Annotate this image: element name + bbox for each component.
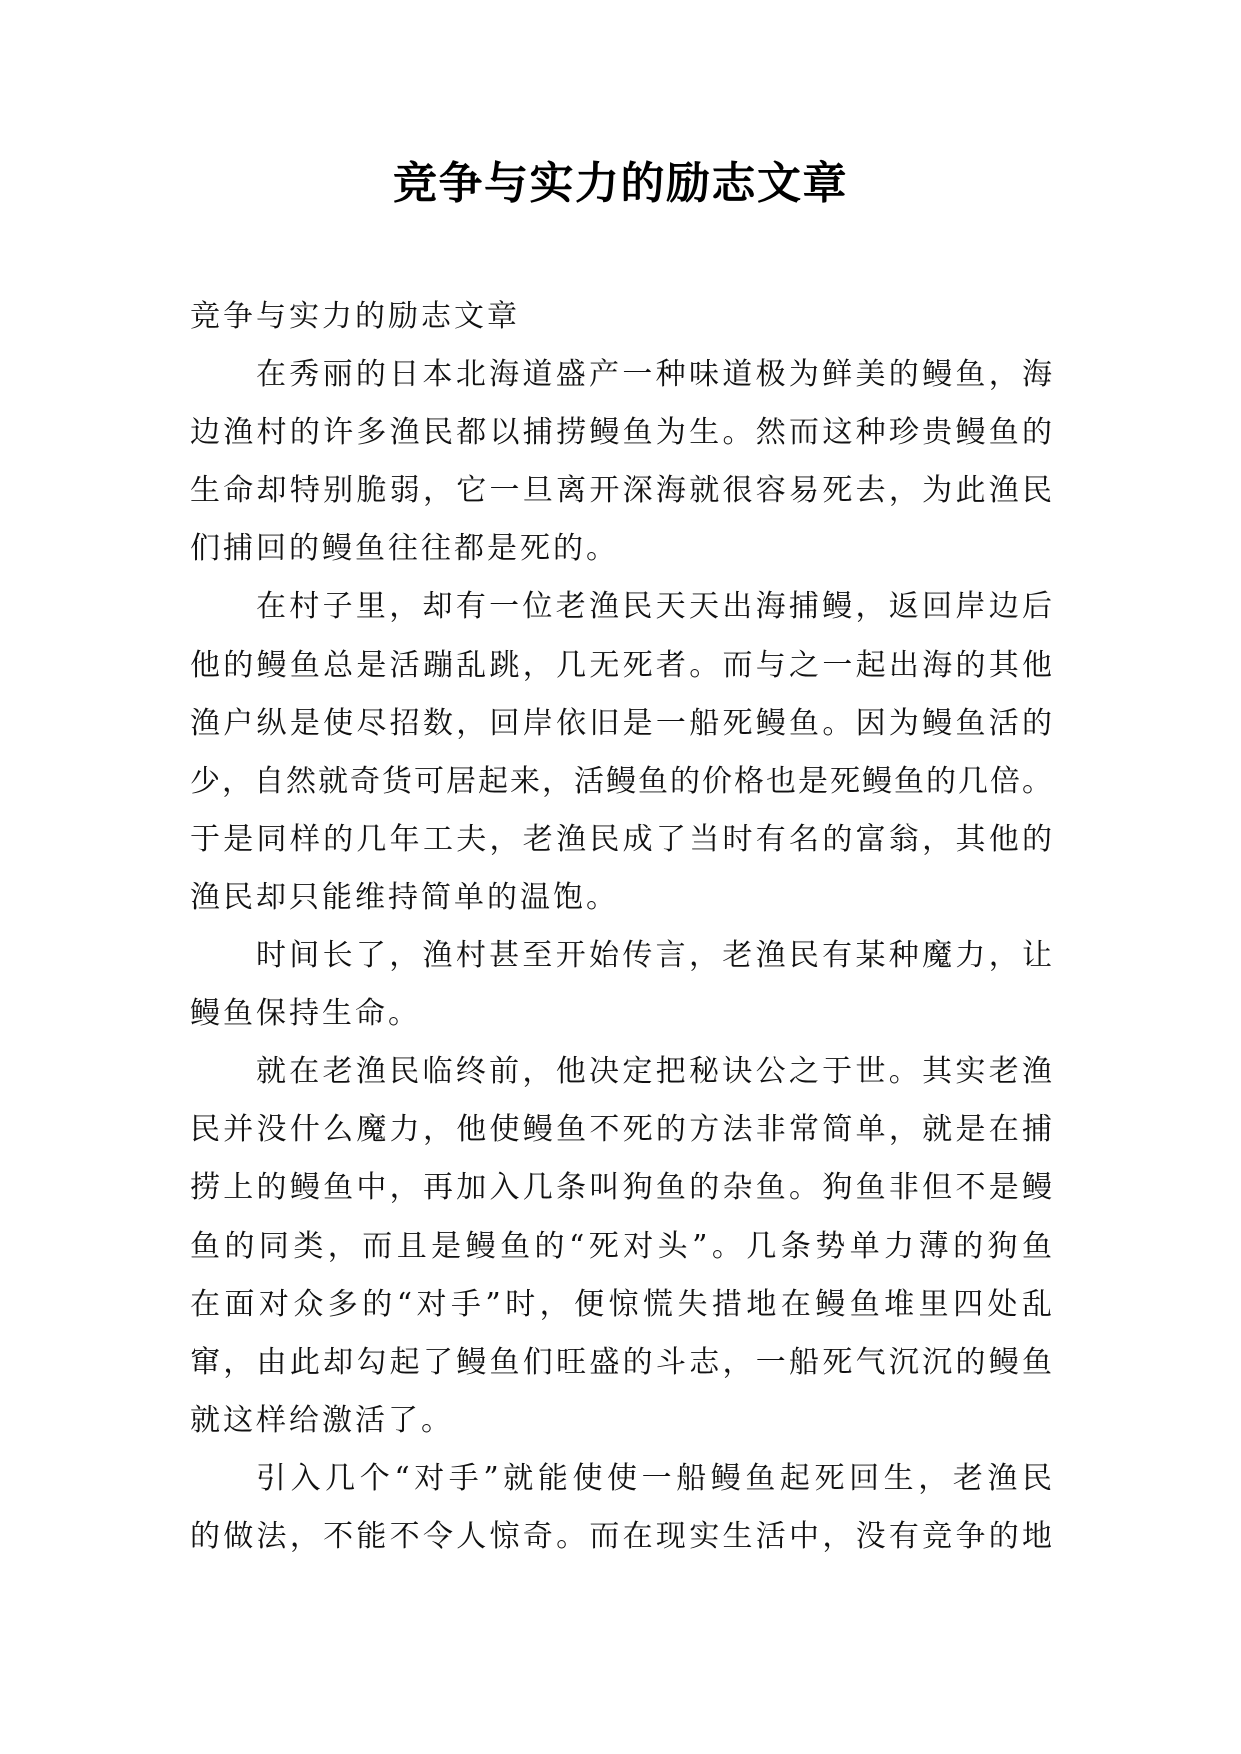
text-line: 在秀丽的日本北海道盛产一种味道极为鲜美的鳗鱼，海 — [256, 357, 1052, 393]
text-line: 渔户纵是使尽招数，回岸依旧是一船死鳗鱼。因为鳗鱼活的 — [190, 705, 1052, 741]
text-line: 窜，由此却勾起了鳗鱼们旺盛的斗志，一船死气沉沉的鳗鱼 — [190, 1344, 1052, 1380]
text-line: 鱼的同类，而且是鳗鱼的“死对头”。几条势单力薄的狗鱼 — [190, 1228, 1052, 1264]
text-line: 少，自然就奇货可居起来，活鳗鱼的价格也是死鳗鱼的几倍。 — [190, 763, 1052, 799]
text-line: 引入几个“对手”就能使使一船鳗鱼起死回生，老渔民 — [256, 1460, 1052, 1496]
text-line: 时间长了，渔村甚至开始传言，老渔民有某种魔力，让 — [256, 938, 1052, 974]
text-line: 在村子里，却有一位老渔民天天出海捕鳗，返回岸边后 — [256, 589, 1052, 625]
text-line: 们捕回的鳗鱼往往都是死的。 — [190, 531, 619, 567]
paragraph — [190, 927, 1052, 1043]
paragraph — [190, 578, 1052, 927]
text-line: 就在老渔民临终前，他决定把秘诀公之于世。其实老渔 — [256, 1054, 1052, 1090]
text-line: 的做法，不能不令人惊奇。而在现实生活中，没有竞争的地 — [190, 1518, 1052, 1554]
paragraph — [190, 1043, 1052, 1450]
article-heading: 竞争与实力的励志文章 — [190, 299, 520, 334]
document-title: 竞争与实力的励志文章 — [393, 158, 848, 209]
text-line: 民并没什么魔力，他使鳗鱼不死的方法非常简单，就是在捕 — [190, 1112, 1052, 1148]
text-line: 就这样给激活了。 — [190, 1402, 454, 1438]
text-line: 于是同样的几年工夫，老渔民成了当时有名的富翁，其他的 — [190, 821, 1052, 857]
document-body — [190, 288, 1052, 1566]
text-line: 生命却特别脆弱，它一旦离开深海就很容易死去，为此渔民 — [190, 473, 1052, 509]
text-line: 在面对众多的“对手”时，便惊慌失措地在鳗鱼堆里四处乱 — [190, 1286, 1052, 1322]
text-line: 捞上的鳗鱼中，再加入几条叫狗鱼的杂鱼。狗鱼非但不是鳗 — [190, 1170, 1052, 1206]
text-line: 边渔村的许多渔民都以捕捞鳗鱼为生。然而这种珍贵鳗鱼的 — [190, 415, 1052, 451]
paragraph — [190, 1450, 1052, 1566]
paragraph — [190, 346, 1052, 578]
text-line: 他的鳗鱼总是活蹦乱跳，几无死者。而与之一起出海的其他 — [190, 647, 1052, 683]
text-line: 鳗鱼保持生命。 — [190, 996, 421, 1032]
text-line: 渔民却只能维持简单的温饱。 — [190, 879, 619, 915]
